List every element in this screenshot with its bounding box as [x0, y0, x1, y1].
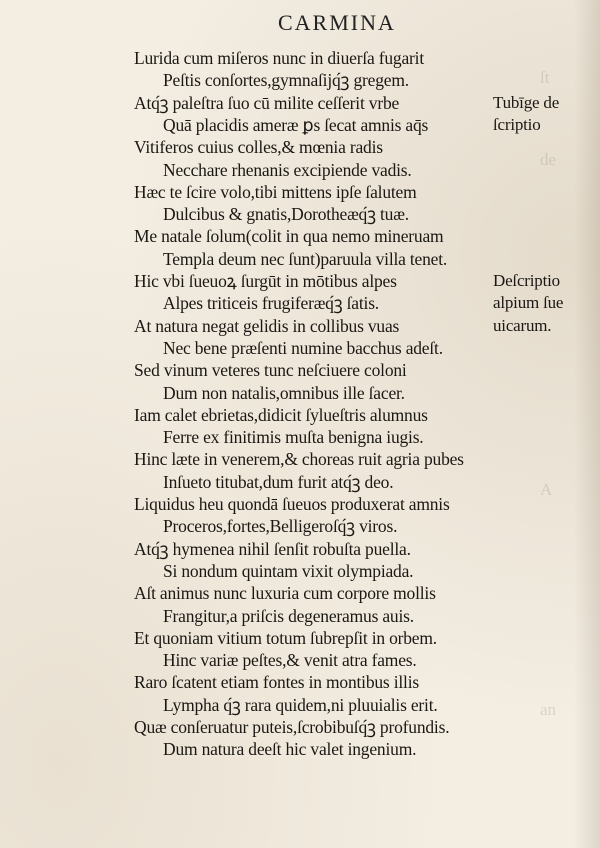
verse-line: Alpes triticeis frugiferæq́ꝫ ſatis. [163, 293, 379, 314]
margin-note: Tubīge de [493, 92, 560, 112]
verse-line: Atq́ꝫ paleſtra ſuo cū milite ceſſerit vrbe [134, 92, 400, 113]
verse-line: Quā placidis ameræ ꝑs ſecat amnis aq̄s [163, 114, 429, 135]
margin-note: alpium ſue [493, 293, 564, 313]
verse-line: Frangitur,a priſcis degeneramus auis. [163, 605, 414, 626]
verse-line: Peſtis conſortes,gymnaſijq́ꝫ gregem. [163, 70, 409, 91]
verse-line: Et quoniam vitium totum ſubrepſit in orbem. [134, 627, 437, 648]
verse-line: Raro ſcatent etiam fontes in montibus illis [134, 672, 419, 693]
verse-line: Lurida cum miſeros nunc in diuerſa fugarit [134, 48, 424, 68]
verse-line: Hic vbi ſueuoꝝ ſurgūt in mōtibus alpes [134, 271, 397, 291]
verse-line: Si nondum quintam vixit olympiada. [163, 560, 414, 581]
verse-line: Dulcibus & gnatis,Dorotheæq́ꝫ tuæ. [163, 204, 409, 225]
bleed-through-mark: an [540, 700, 557, 719]
page-edge-shadow [574, 0, 600, 848]
verse-line: Dum non natalis,omnibus ille ſacer. [163, 382, 405, 403]
bleed-through-mark: A [540, 480, 553, 499]
running-head: CARMINA [278, 10, 396, 35]
margin-note: ſcriptio [493, 114, 541, 134]
verse-line: Quæ conſeruatur puteis,ſcrobibuſq́ꝫ profundis. [134, 717, 450, 737]
verse-line: Nec bene præſenti numine bacchus adeſt. [163, 337, 443, 358]
verse-line: Aſt animus nunc luxuria cum corpore mollis [134, 583, 436, 604]
verse-line: Dum natura deeſt hic valet ingenium. [163, 739, 417, 760]
verse-line: Proceros,fortes,Belligeroſq́ꝫ viros. [163, 516, 398, 537]
verse-line: Hinc variæ peſtes,& venit atra fames. [163, 650, 417, 671]
margin-note: uicarum. [493, 315, 552, 335]
verse-line: Hinc læte in venerem,& choreas ruit agria pubes [134, 449, 464, 470]
verse-line: Liquidus heu quondā ſueuos produxerat amnis [134, 494, 450, 514]
bleed-through-mark: de [540, 150, 557, 169]
verse-line: Iam calet ebrietas,didicit ſylueſtris alumnus [134, 404, 428, 425]
bleed-through-mark: ſt [540, 68, 550, 87]
verse-line: Templa deum nec ſunt)paruula villa tenet. [163, 248, 448, 269]
verse-line: At natura negat gelidis in collibus vuas [134, 315, 400, 336]
verse-line: Hæc te ſcire volo,tibi mittens ipſe ſalutem [134, 181, 417, 202]
verse-line: Vitiferos cuius colles,& mœnia radis [134, 137, 383, 158]
verse-line: Necchare rhenanis excipiende vadis. [163, 159, 412, 180]
verse-line: Inſueto titubat,dum furit atq́ꝫ deo. [163, 471, 394, 492]
verse-line: Lympha q́ꝫ rara quidem,ni pluuialis erit. [163, 694, 438, 715]
verse-line: Me natale ſolum(colit in qua nemo mineruam [134, 226, 444, 247]
verse-line: Sed vinum veteres tunc neſciuere coloni [134, 360, 407, 381]
verse-line: Ferre ex finitimis muſta benigna iugis. [163, 427, 424, 448]
margin-note: Deſcriptio [493, 271, 560, 290]
verse-line: Atq́ꝫ hymenea nihil ſenſit robuſta puella. [134, 538, 411, 559]
